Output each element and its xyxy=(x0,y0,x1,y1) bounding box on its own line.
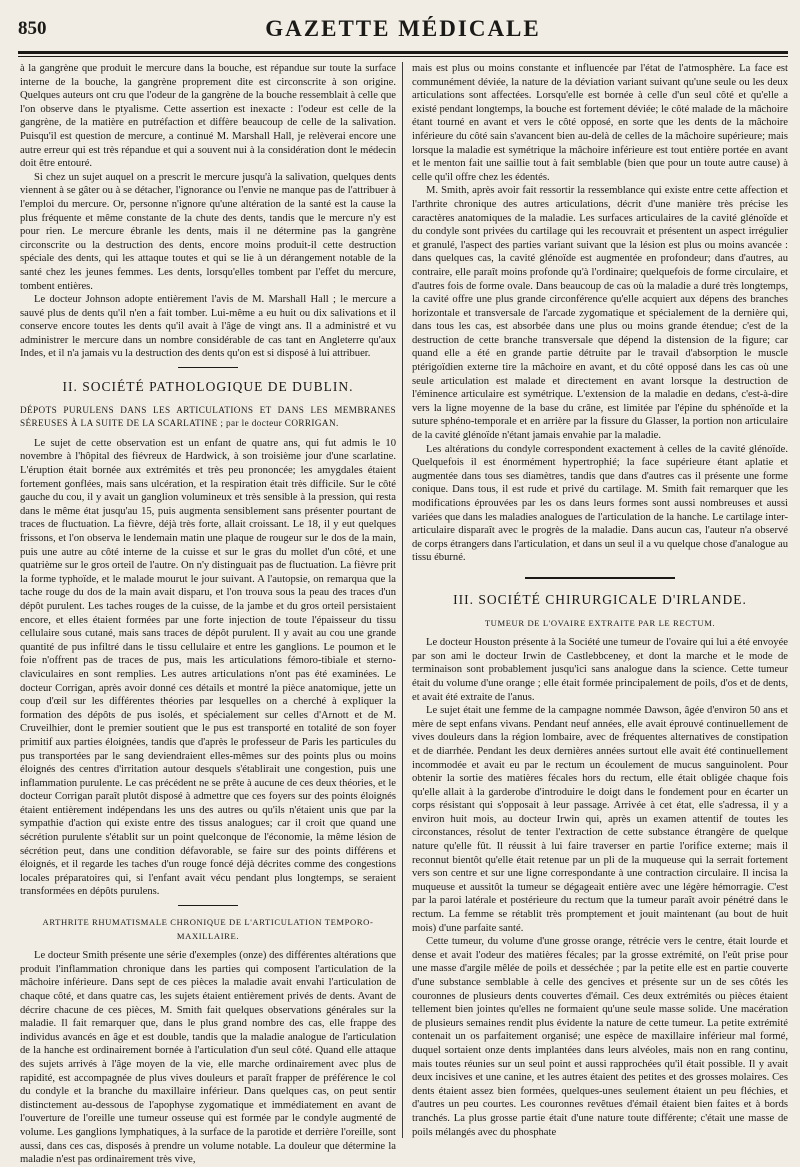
separator xyxy=(178,905,238,906)
paragraph: Les altérations du condyle correspondent exactement à celles de la cavité glénoïde. Quelquefois il est énormément hypertrophié; la face supérieure étant aplatie et augmentée dans tous ses diamètres, tandis que dans d'autres cas il présente une forme conique. Dans tous, il est rude et privé du cartilage. M. Smith fait remarquer que les modifications éprouvées par les os dans leurs formes sont aussi nombreuses et aussi variées que dans les maladies analogues de l'articulation de la hanche. Le cartilage inter-articulaire disparaît avec le progrès de la maladie. Dans aucun cas, l'auteur n'a observé de corps étrangers dans l'articulation, et dans un seul il a vu quelque chose d'analogue au tissu éburné. xyxy=(412,443,788,564)
paragraph: M. Smith, après avoir fait ressortir la ressemblance qui existe entre cette affection et l'arthrite chronique des autres articulations, décrit d'une manière très précise les caractères anatomiques de la maladie. Les surfaces articulaires de la cavité glénoïde et du condyle sont privées du cartilage qui les recouvrait et présentent un aspect irrégulier et granulé, l'aspect des parties variant suivant que la lésion est plus ou moins avancée : dans quelques cas, la cavité glénoïde est augmentée en profondeur; dans d'autres, au contraire, elle paraît moins profonde qu'à l'ordinaire; quelquefois de forme circulaire, et d'autres fois de forme ovale. Dans beaucoup de cas où la maladie a duré très longtemps, la cavité offre une plus grande circonférence qu'elle acquiert aux dépens des branches horizontale et transversale de l'arcade zygomatique et spécialement de la dernière qui, dans tous les cas, est absorbée dans une plus ou moins grande étendue; c'est de la destruction de cette branche transversale que dépend la distension de la figure; car quand elle a été en grande partie détruite par le travail d'absorption le muscle ptérigoïdien externe tire la mâchoire en avant, et du côté opposé dans les cas où une seule articulation est malade et directement en avant lorsque la destruction de l'éminence articulaire est symétrique. L'extension de la maladie en dedans, c'est-à-dire vers la ligne moyenne de la base du crâne, est limitée par l'épine du sphénoïde et la suture sphéno-temporale et en arrière par la fissure du Glasser, la portion non articulaire de la cavité glénoïde n'étant jamais envahie par la maladie. xyxy=(412,185,788,442)
right-column xyxy=(412,62,788,1140)
journal-title: GAZETTE MÉDICALE xyxy=(265,16,541,41)
separator xyxy=(178,367,238,368)
paragraph: Le sujet de cette observation est un enfant de quatre ans, qui fut admis le 10 novembre à l'hôpital des fiévreux de Hardwick, à son troisième jour d'une scarlatine. L'éruption était bornée aux extrémités et très peu prononcée; les amygdales étaient fortement gonflées, mais sans ulcération, et la respiration était très difficile. Sur le côté gauche du cou, il y avait un ganglion volumineux et très sensible à la pression, qui resta dans le même état jusqu'au 15, puis augmenta sensiblement sans présenter pourtant de traces de fluctuation. La fièvre, déjà très forte, allait croissant. Le 18, il y eut quelques frissons, et l'on observa le lendemain matin une plaque de rougeur sur le dos de la main, puis une autre au côté interne de la cuisse et sur le gras du mollet d'un côté, et une quatrième sur le gros orteil de l'autre. On n'y distinguait pas de fluctuation. La fièvre prit la forme typhoïde, et le malade mourut le jour suivant. A l'autopsie, on remarqua que la tache rouge du dos de la main avait disparu, et l'on trouva sous la peau des traces d'un dépôt purulent. Les taches rouges de la cuisse, de la jambe et du gros orteil persistaient encore, et elles étaient formées par une forte injection de toute l'épaisseur du tissu cellulaire sous cutané, mais sans traces de dépôt purulent. Il y avait au cou une grande quantité de pus infiltré dans le tissu cellulaire et entre les ganglions. Le poumon et le foie n'offrent pas de traces de pus, mais les articulations fémoro-tibiale et sterno-claviculaires en sont remplies. Les autres articulations n'ont pas été examinées. Le docteur Corrigan, après avoir donné ces détails et montré la pièce anatomique, jette un coup d'œil sur les différentes théories par lesquelles on a cherché à expliquer la formation des dépôts de pus isolés, et spécialement sur celles d'Arnott et de M. Cruveilhier, dont le premier soutient que le pus est transporté en totalité de son foyer primitif aux parties éloignées, tandis que d'après le professeur de Paris les particules du pus transportées par le sang deviendraient elles-mêmes sur des points plus ou moins éloignés des centres d'irritation autour desquels s'établirait une congestion, puis une inflammation purulente. Le cas précédent ne se prête à aucune de ces deux théories, et le docteur Corrigan paraît plutôt disposé à admettre que ces foyers sur des points éloignés étaient entièrement indépendans les uns des autres ou qu'ils n'étaient unis que par la sympathie d'action qui existe entre des tissus analogues; car il croit que quand une sécrétion purulente s'établit sur un point quelconque de l'économie, la même lésion de sécrétion peut, dans une condition défavorable, se faire sur des points différens et éloignés, et il regarde les taches d'un rouge foncé déjà décrites comme des congestions locales préparatoires qui, si l'enfant avait vécu pendant plus longtemps, se seraient transformées en dépôts purulens. xyxy=(20,437,396,898)
column-divider xyxy=(402,62,403,1138)
paragraph: Le docteur Johnson adopte entièrement l'avis de M. Marshall Hall ; le mercure a sauvé plus de dents qu'il n'en a fait tomber. Lui-même a eu huit ou dix salivations et il conserve encore toutes les dents qu'il avait à l'âge de vingt ans. Il a administré et vu administrer le mercure dans un nombre considérable de cas tant en Angleterre qu'aux Indes, et il n'a jamais vu la destruction des dents qu'on est si disposé à lui attribuer. xyxy=(20,294,396,360)
page-header xyxy=(18,14,788,50)
paragraph: Cette tumeur, du volume d'une grosse orange, rétrécie vers le centre, était lourde et dense et avait l'odeur des matières fécales; par la grosse extrémité, on l'eût prise pour une masse d'argile mêlée de poils et desséchée ; par la petite elle est en partie couverte d'une substance semblable à celle des gencives et présente sur un de ses côtés les couronnes de plusieurs dents couvertes d'émail. Ces deux extrémités ou pièces étaient tellement bien jointes qu'elles ne formaient qu'une seule masse solide. Une macération de plusieurs semaines rendit plus évidente la nature de cette tumeur. La petite extrémité contenait un os parfaitement organisé; une espèce de maxillaire inférieur mal formé, duquel sortaient onze dents implantées dans leurs alvéoles, mais non en rang continu, mais toutes réunies sur un seul point et aussi rapprochées qu'il était possible. Il y avait deux incisives et une canine, et les autres étaient des petites et des grosses molaires. Ces dents étaient assez bien formées, quelques-unes seulement étaient un peu fléchies, et d'autres un peu courtes. Les couronnes revêtues d'émail étaient bien faites et à bords tranchés. La plus grosse partie était d'une nature toute différente; c'était une masse de poils mélangés avec du phosphate xyxy=(412,936,788,1138)
section-subtitle: DÉPOTS PURULENS DANS LES ARTICULATIONS ET DANS LES MEMBRANES SÉREUSES À LA SUITE DE LA SCARLATINE ; par le docteur CORRIGAN. xyxy=(20,404,396,429)
page-number: 850 xyxy=(18,18,47,39)
paragraph: à la gangrène que produit le mercure dans la bouche, est répandue sur toute la surface interne de la bouche, la gangrène proprement dite est circonscrite à son origine. Quelques auteurs ont cru que l'odeur de la gangrène de la bouche ressemblait à celle que l'on observe dans le ptyalisme. Cette assertion est inexacte : l'odeur est celle de la gangrène, de la matière en putréfaction et diffère beaucoup de celle de la salivation. Puisqu'il est question de mercure, a continué M. Marshall Hall, je relèverai encore une autre erreur qui est très répandue et qui a souvent nui à la considération dont le médecin doit être entouré. xyxy=(20,63,396,170)
paragraph: Le docteur Smith présente une série d'exemples (onze) des différentes altérations que produit l'inflammation chronique dans les parties qui composent l'articulation de la mâchoire inférieure. Dans sept de ces pièces la maladie avait envahi l'articulation de chaque côté, et dans quatre cas, les sujets étaient entièrement privés de dents. Avant de décrire chacune de ces pièces, M. Smith fait quelques observations générales sur la maladie. Il fait remarquer que, dans le plus grand nombre des cas, elle frappe des individus avancés en âge et est double, tandis que la maladie analogue de l'articulation de la hanche est ordinairement bornée à l'articulation d'un seul côté. Quand elle attaque des sujets arrivés à l'âge moyen de la vie, elle marche ordinairement avec plus de rapidité, est accompagnée de plus vives douleurs et paraît frapper de préférence le col du condyle et la branche du maxillaire inférieur. Dans quelques cas, on peut sentir distinctement au-dessous de l'apophyse zygomatique et immédiatement en avant de l'ouverture de l'oreille une tumeur osseuse qui est formée par le condyle augmenté de volume. Les ganglions lymphatiques, à la surface de la parotide et derrière l'oreille, sont aussi, dans ces cas, disposés à prendre un volume notable. La douleur que détermine la maladie n'est pas ordinairement très vive, xyxy=(20,950,396,1166)
header-rule-thin xyxy=(18,56,788,57)
header-rule-thick xyxy=(18,51,788,54)
paragraph: Si chez un sujet auquel on a prescrit le mercure jusqu'à la salivation, quelques dents viennent à se gâter ou à se détacher, l'ignorance ou l'envie ne manque pas de l'attribuer à l'emploi du mercure. Or, personne n'ignore qu'une altération de la santé est la cause la plus fréquente et même constante de la chute des dents, tandis que le mercure n'y est pour rien. Le mercure ébranle les dents, mais il ne détermine pas la gangrène circonscrite ou la destruction des dents, encore moins produit-il cette destruction spéciale des dents, qui les attaque toutes et qui se lie à un dérangement notable de la santé chez les jeunes femmes. Les dents, lorsqu'elles tombent par l'effet du mercure, tombent entières. xyxy=(20,171,396,292)
paragraph: mais est plus ou moins constante et influencée par l'état de l'atmosphère. La face est communément déviée, la nature de la déviation variant suivant qu'une seule ou les deux articulations sont affectées. Lorsqu'elle est bornée à celle d'un seul côté et qu'elle a existé pendant longtemps, la bouche est fortement déviée; le côté malade de la mâchoire étant tourné en avant et vers le côté opposé, en sorte que les dents de la mâchoire inférieure du côté sain s'avancent bien au-delà de celles de la mâchoire supérieure; mais lorsque la maladie est symétrique la mâchoire inférieure est tout entière portée en avant et le menton fait une saillie tout à fait semblable (bien que pour un toute autre cause) à celle qu'il offre chez les édentés. xyxy=(412,63,788,183)
paragraph: Le docteur Houston présente à la Société une tumeur de l'ovaire qui lui a été envoyée par son ami le docteur Irwin de Castlebbceney, et dont la marche et le mode de terminaison sont probablement jusqu'ici sans analogue dans la science. Cette tumeur était du volume d'une orange ; elle était formée principalement de poils, d'os et de dents, et avait été extraite de l'anus. xyxy=(412,637,788,703)
subsection-heading: ARTHRITE RHUMATISMALE CHRONIQUE DE L'ARTICULATION TEMPORO-MAXILLAIRE. xyxy=(42,917,374,941)
section-heading: II. SOCIÉTÉ PATHOLOGIQUE DE DUBLIN. xyxy=(62,379,354,395)
paragraph: Le sujet était une femme de la campagne nommée Dawson, âgée d'environ 50 ans et mère de sept enfans vivans. Pendant neuf années, elle avait éprouvé continuellement de vives douleurs dans la région lombaire, avec de fréquentes alternatives de constipation et de diarrhée. Pendant les deux dernières années surtout elle avait été continuellement incommodée et avait eu par le rectum un écoulement de mucus sanguinolent. Pour obtenir la sortie des matières fécales hors du rectum, elle était obligée chaque fois qu'elle allait à la garderobe d'introduire le doigt dans le fondement pour en écarter un corps résistant qui s'opposait à leur passage. Arrivée à cet état, elle s'adressa, il y a environ huit mois, au docteur Irwin qui, après un examen attentif de toutes les circonstances, résolut de tenter l'extraction de cette substance étrangère de quelque nature qu'elle fût. Il réussit à lui faire traverser en partie l'orifice externe; mais il reconnut bientôt qu'elle était retenue par un pli de la muqueuse qui la serrait fortement vers son centre et sur une ligne correspondante à une contraction circulaire. Il incisa la muqueuse et aussitôt la tumeur se dégageait entière avec une légère hémorragie. C'est par la paroi latérale et postérieure du rectum que la tumeur paraît avoir pénétré dans le rectum. La femme se rétablit très promptement et jouit maintenant (au bout de huit mois) d'une parfaite santé. xyxy=(412,705,788,934)
section-separator xyxy=(525,577,675,579)
left-column xyxy=(20,62,396,1166)
subsection-heading: TUMEUR DE L'OVAIRE EXTRAITE PAR LE RECTUM. xyxy=(484,617,716,628)
section-heading: III. SOCIÉTÉ CHIRURGICALE D'IRLANDE. xyxy=(453,591,747,607)
